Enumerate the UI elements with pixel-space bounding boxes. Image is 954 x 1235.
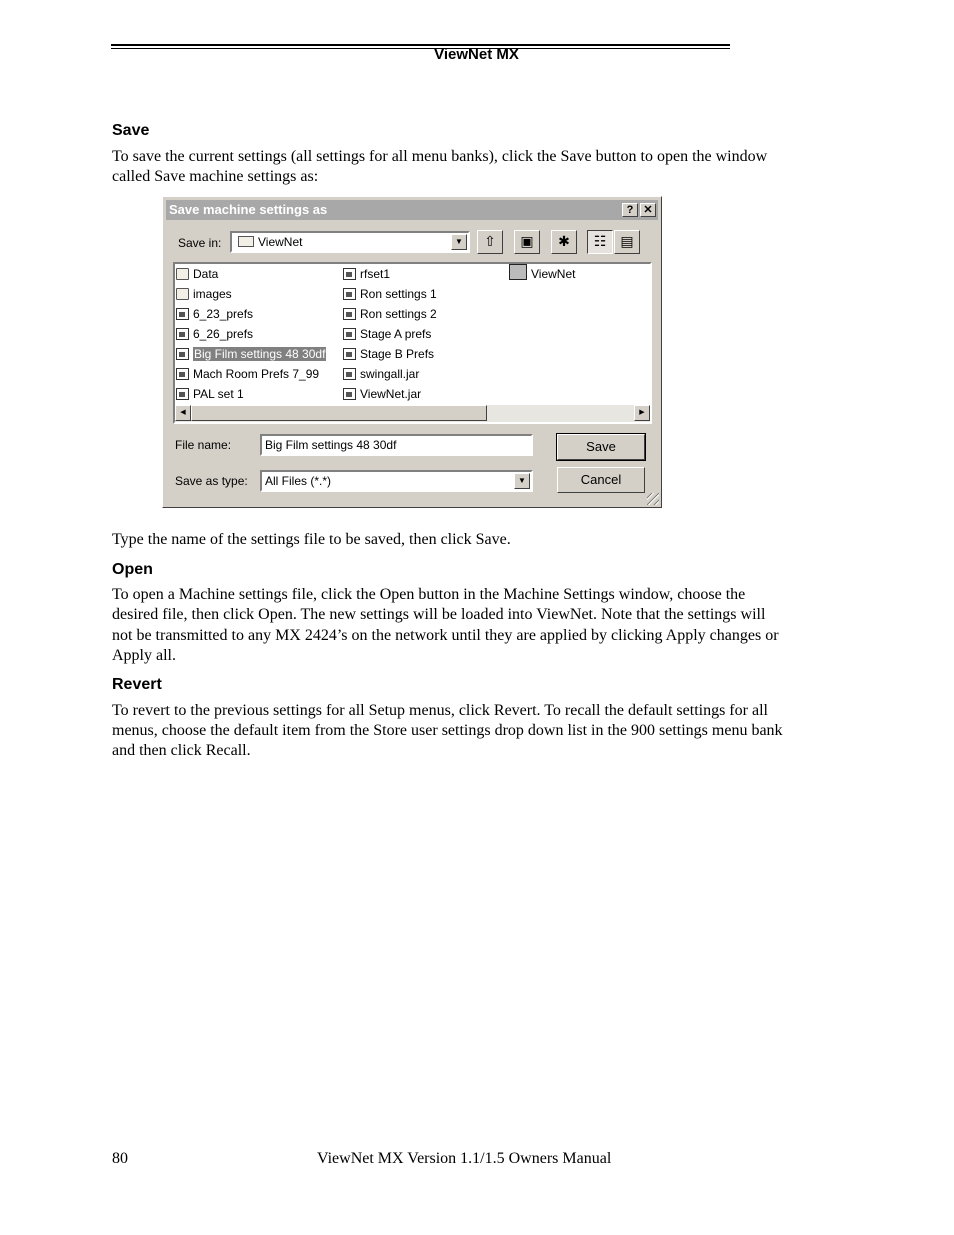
file-icon (343, 288, 356, 300)
details-view-button[interactable] (614, 230, 640, 254)
folder-icon (176, 288, 189, 300)
save-in-label: Save in: (178, 236, 222, 250)
save-in-value: ViewNet (238, 235, 302, 249)
manual-title: ViewNet MX Version 1.1/1.5 Owners Manual (317, 1150, 612, 1167)
dialog-titlebar (166, 200, 658, 220)
file-name-label: File name: (175, 438, 232, 452)
folder-icon (176, 268, 189, 280)
close-icon: ✕ (643, 204, 653, 216)
file-icon (176, 368, 189, 380)
new-folder-icon: ✱ (558, 233, 570, 249)
revert-heading: Revert (112, 676, 162, 693)
save-in-select[interactable] (230, 231, 470, 253)
list-item[interactable]: rfset1 (343, 265, 390, 283)
scroll-left-icon[interactable]: ◀ (175, 405, 191, 421)
save-dialog (162, 196, 662, 508)
file-icon (343, 388, 356, 400)
revert-line2: menus, choose the default item from the Store user settings drop down list in the 900 settings menu bank (112, 722, 783, 739)
list-item[interactable]: Data (176, 265, 218, 283)
up-folder-icon: ⇧ (484, 233, 496, 249)
file-icon (343, 328, 356, 340)
list-view-icon: ☷ (593, 233, 607, 249)
chevron-down-icon[interactable]: ▼ (514, 473, 530, 489)
file-icon (176, 308, 189, 320)
list-item[interactable]: Stage B Prefs (343, 345, 434, 363)
list-item[interactable]: ViewNet.jar (343, 385, 421, 403)
file-name-input[interactable]: Big Film settings 48 30df (260, 434, 533, 456)
resize-grip-icon[interactable] (647, 493, 659, 505)
horizontal-scrollbar[interactable] (175, 405, 650, 422)
file-icon (176, 388, 189, 400)
open-heading: Open (112, 561, 153, 578)
list-item[interactable]: Ron settings 2 (343, 305, 437, 323)
save-after-text: Type the name of the settings file to be saved, then click Save. (112, 531, 511, 548)
list-item[interactable]: swingall.jar (343, 365, 419, 383)
desktop-icon: ▣ (520, 233, 534, 249)
list-item[interactable]: PAL set 1 (176, 385, 244, 403)
up-one-level-button[interactable] (477, 230, 503, 254)
page-number: 80 (112, 1150, 128, 1167)
file-icon (176, 348, 189, 360)
help-icon: ? (626, 204, 634, 216)
list-item[interactable]: 6_26_prefs (176, 325, 253, 343)
new-folder-button[interactable] (551, 230, 577, 254)
list-view-button[interactable] (587, 230, 613, 254)
save-as-type-label: Save as type: (175, 474, 248, 488)
list-item[interactable]: Ron settings 1 (343, 285, 437, 303)
file-icon (343, 308, 356, 320)
running-title: ViewNet MX (434, 46, 519, 63)
save-intro-line1: To save the current settings (all settings for all menu banks), click the Save button to open the window (112, 148, 768, 165)
list-item[interactable]: images (176, 285, 232, 303)
save-button[interactable]: Save (557, 434, 645, 460)
file-icon (176, 328, 189, 340)
list-item[interactable]: Mach Room Prefs 7_99 (176, 365, 319, 383)
file-icon (343, 348, 356, 360)
open-line2: desired file, then click Open. The new settings will be loaded into ViewNet. Note that the settings will (112, 606, 766, 623)
file-list[interactable] (173, 262, 652, 424)
revert-line3: and then click Recall. (112, 742, 251, 759)
open-line1: To open a Machine settings file, click the Open button in the Machine Settings window, choose the (112, 586, 746, 603)
scroll-right-icon[interactable]: ▶ (634, 405, 650, 421)
details-view-icon: ▤ (620, 233, 634, 249)
file-icon (343, 268, 356, 280)
help-button[interactable] (622, 203, 638, 217)
open-line4: Apply all. (112, 647, 176, 664)
revert-line1: To revert to the previous settings for all Setup menus, click Revert. To recall the default settings for all (112, 702, 768, 719)
desktop-button[interactable] (514, 230, 540, 254)
save-as-type-select[interactable]: All Files (*.*) ▼ (260, 470, 533, 492)
application-icon (509, 264, 527, 280)
list-item[interactable]: Stage A prefs (343, 325, 431, 343)
save-intro-line2: called Save machine settings as: (112, 168, 319, 185)
list-item-selected[interactable]: Big Film settings 48 30df (176, 345, 326, 363)
open-line3: not be transmitted to any MX 2424’s on the network until they are applied by clicking Apply changes or (112, 627, 779, 644)
scroll-thumb[interactable] (191, 405, 487, 421)
list-item[interactable]: ViewNet (509, 264, 575, 282)
save-heading: Save (112, 122, 150, 139)
list-item[interactable]: 6_23_prefs (176, 305, 253, 323)
cancel-button[interactable]: Cancel (557, 467, 645, 493)
file-icon (343, 368, 356, 380)
close-button[interactable] (640, 203, 656, 217)
chevron-down-icon[interactable]: ▼ (451, 234, 467, 250)
dialog-title: Save machine settings as (169, 202, 328, 217)
folder-icon (238, 236, 254, 247)
